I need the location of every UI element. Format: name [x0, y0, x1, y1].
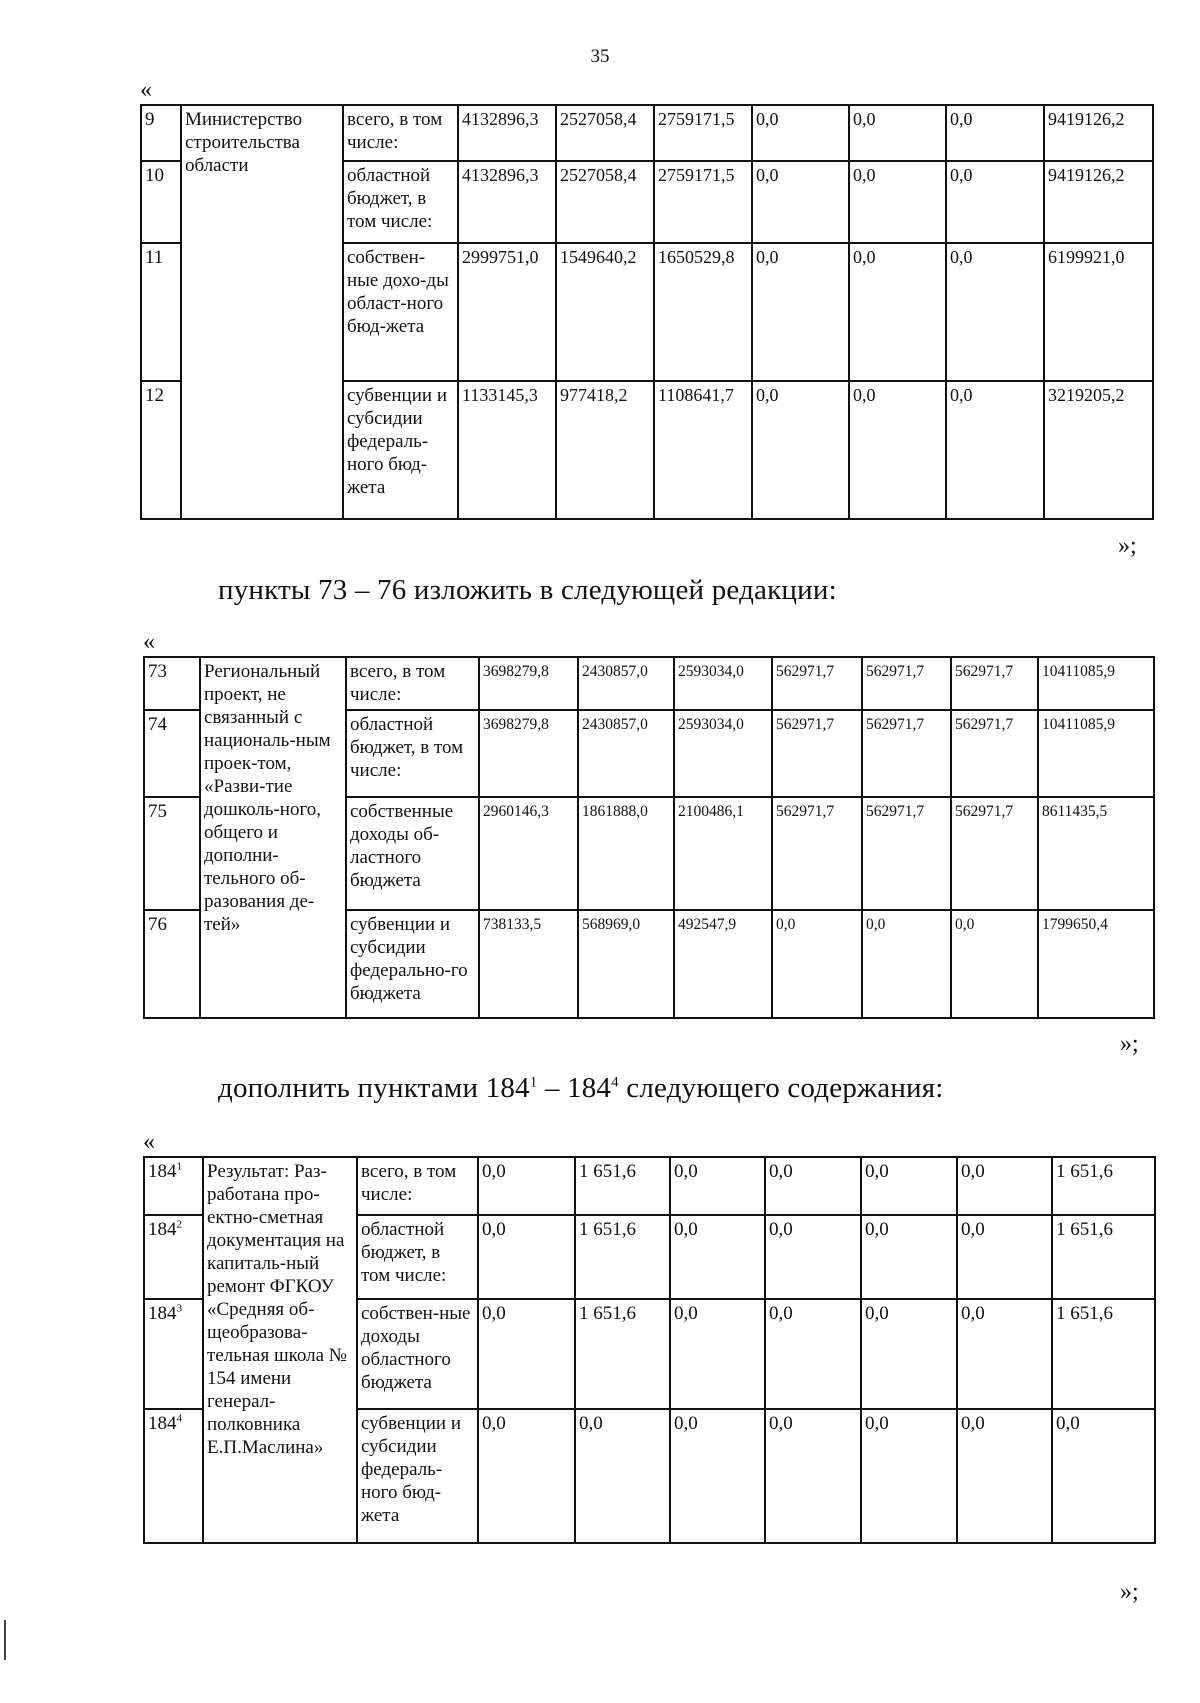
value-cell: 562971,7: [772, 797, 862, 910]
row-number-sup: 1: [176, 1160, 182, 1173]
intro-text-after: следующего содержания:: [618, 1072, 944, 1104]
value-cell: 0,0: [765, 1215, 861, 1299]
value-cell: 1 651,6: [575, 1157, 670, 1215]
opening-quote: «: [140, 77, 152, 103]
superscript-4: 4: [611, 1074, 619, 1091]
value-cell: 2100486,1: [674, 797, 772, 910]
funding-label: всего, в том числе:: [346, 657, 479, 710]
value-cell: 0,0: [957, 1299, 1052, 1409]
value-cell: 0,0: [946, 105, 1044, 161]
value-cell: 4132896,3: [458, 105, 556, 161]
amendment-text-184: [218, 1072, 944, 1105]
row-number: [144, 1215, 203, 1299]
row-number: 10: [141, 161, 181, 243]
row-number-sup: 4: [176, 1412, 182, 1425]
entity-cell: Результат: Раз-работана про-ектно-сметная документация на капиталь-ный ремонт ФГКОУ «Средняя об-щеобразова-тельная школа № 154 имени генерал-полковника Е.П.Маслина»: [203, 1157, 357, 1543]
value-cell: 0,0: [670, 1157, 765, 1215]
value-cell: 562971,7: [951, 657, 1038, 710]
value-cell: 1799650,4: [1038, 910, 1154, 1018]
value-cell: 0,0: [946, 243, 1044, 381]
row-number-base: 184: [148, 1219, 177, 1240]
row-number: [144, 1409, 203, 1543]
value-cell: 1 651,6: [575, 1299, 670, 1409]
value-cell: 0,0: [957, 1409, 1052, 1543]
value-cell: 0,0: [1052, 1409, 1155, 1543]
value-cell: 1108641,7: [654, 381, 752, 519]
value-cell: 0,0: [861, 1409, 957, 1543]
value-cell: 562971,7: [772, 657, 862, 710]
value-cell: 1549640,2: [556, 243, 654, 381]
value-cell: 0,0: [951, 910, 1038, 1018]
row-number-base: 184: [148, 1303, 177, 1324]
value-cell: 0,0: [752, 243, 849, 381]
value-cell: 0,0: [670, 1409, 765, 1543]
value-cell: 0,0: [849, 161, 946, 243]
funding-label: субвенции и субсидии федерально-го бюджета: [346, 910, 479, 1018]
funding-label: собствен-ные дохо-ды област-ного бюд-жета: [343, 243, 458, 381]
value-cell: 0,0: [752, 105, 849, 161]
row-number: 74: [144, 710, 200, 797]
row-number: 11: [141, 243, 181, 381]
value-cell: 2759171,5: [654, 161, 752, 243]
value-cell: 562971,7: [772, 710, 862, 797]
value-cell: 1861888,0: [578, 797, 674, 910]
funding-label: субвенции и субсидии федераль-ного бюд-жета: [343, 381, 458, 519]
value-cell: 10411085,9: [1038, 710, 1154, 797]
table-row: [144, 1157, 1155, 1215]
opening-quote: «: [143, 1129, 155, 1155]
row-number-sup: 2: [176, 1218, 182, 1231]
value-cell: 2430857,0: [578, 710, 674, 797]
value-cell: 3219205,2: [1044, 381, 1153, 519]
value-cell: 2527058,4: [556, 161, 654, 243]
closing-quote: »;: [1120, 1579, 1139, 1605]
row-number: 76: [144, 910, 200, 1018]
value-cell: 4132896,3: [458, 161, 556, 243]
value-cell: 1133145,3: [458, 381, 556, 519]
funding-label: субвенции и субсидии федераль-ного бюд-жета: [357, 1409, 478, 1543]
value-cell: 0,0: [946, 161, 1044, 243]
value-cell: 2960146,3: [479, 797, 578, 910]
value-cell: 1 651,6: [575, 1215, 670, 1299]
value-cell: 0,0: [752, 381, 849, 519]
value-cell: 1650529,8: [654, 243, 752, 381]
value-cell: 0,0: [861, 1157, 957, 1215]
value-cell: 0,0: [575, 1409, 670, 1543]
scan-edge-mark: [4, 1620, 6, 1660]
value-cell: 562971,7: [862, 797, 951, 910]
funding-label: областной бюджет, в том числе:: [343, 161, 458, 243]
row-number-base: 184: [148, 1161, 177, 1182]
value-cell: 562971,7: [951, 797, 1038, 910]
value-cell: 0,0: [478, 1215, 575, 1299]
table-result-design-documentation: [143, 1156, 1156, 1544]
value-cell: 1 651,6: [1052, 1299, 1155, 1409]
value-cell: 977418,2: [556, 381, 654, 519]
value-cell: 2759171,5: [654, 105, 752, 161]
value-cell: 2593034,0: [674, 657, 772, 710]
value-cell: 0,0: [861, 1299, 957, 1409]
closing-quote: »;: [1120, 1031, 1139, 1057]
value-cell: 1 651,6: [1052, 1215, 1155, 1299]
value-cell: 2999751,0: [458, 243, 556, 381]
value-cell: 0,0: [957, 1157, 1052, 1215]
opening-quote: «: [143, 629, 155, 655]
table-row: [144, 657, 1154, 710]
funding-label: областной бюджет, в том числе:: [346, 710, 479, 797]
amendment-text-73-76: пункты 73 – 76 изложить в следующей редакции:: [218, 574, 837, 606]
value-cell: 0,0: [849, 105, 946, 161]
value-cell: 568969,0: [578, 910, 674, 1018]
value-cell: 2430857,0: [578, 657, 674, 710]
row-number-sup: 3: [176, 1302, 182, 1315]
value-cell: 562971,7: [862, 657, 951, 710]
value-cell: 2527058,4: [556, 105, 654, 161]
value-cell: 0,0: [765, 1409, 861, 1543]
value-cell: 0,0: [765, 1299, 861, 1409]
funding-label: областной бюджет, в том числе:: [357, 1215, 478, 1299]
table-regional-project: [143, 656, 1155, 1019]
row-number: 75: [144, 797, 200, 910]
value-cell: 1 651,6: [1052, 1157, 1155, 1215]
value-cell: 0,0: [946, 381, 1044, 519]
row-number: 9: [141, 105, 181, 161]
value-cell: 6199921,0: [1044, 243, 1153, 381]
table-ministry-construction: [140, 104, 1154, 520]
value-cell: 0,0: [478, 1157, 575, 1215]
value-cell: 0,0: [849, 381, 946, 519]
value-cell: 562971,7: [951, 710, 1038, 797]
funding-label: собствен-ные доходы областного бюджета: [357, 1299, 478, 1409]
page-number: 35: [590, 46, 610, 67]
intro-text-dash: – 184: [537, 1072, 612, 1104]
entity-cell: Министерство строительства области: [181, 105, 343, 519]
superscript-1: 1: [529, 1074, 538, 1091]
value-cell: 0,0: [765, 1157, 861, 1215]
value-cell: 8611435,5: [1038, 797, 1154, 910]
funding-label: всего, в том числе:: [343, 105, 458, 161]
value-cell: 0,0: [670, 1215, 765, 1299]
value-cell: 0,0: [752, 161, 849, 243]
value-cell: 0,0: [861, 1215, 957, 1299]
value-cell: 9419126,2: [1044, 161, 1153, 243]
funding-label: собственные доходы об-ластного бюджета: [346, 797, 479, 910]
table-row: [141, 105, 1153, 161]
value-cell: 738133,5: [479, 910, 578, 1018]
funding-label: всего, в том числе:: [357, 1157, 478, 1215]
value-cell: 9419126,2: [1044, 105, 1153, 161]
value-cell: 492547,9: [674, 910, 772, 1018]
entity-cell: Региональный проект, не связанный с националь-ным проек-том, «Разви-тие дошколь-ного, общего и дополни-тельного об-разования де-тей»: [200, 657, 346, 1018]
value-cell: 0,0: [957, 1215, 1052, 1299]
value-cell: 0,0: [862, 910, 951, 1018]
intro-text-before: дополнить пунктами 184: [218, 1072, 530, 1104]
value-cell: 10411085,9: [1038, 657, 1154, 710]
value-cell: 3698279,8: [479, 710, 578, 797]
value-cell: 562971,7: [862, 710, 951, 797]
closing-quote: »;: [1118, 533, 1137, 559]
row-number: 73: [144, 657, 200, 710]
value-cell: 0,0: [772, 910, 862, 1018]
row-number-base: 184: [148, 1413, 177, 1434]
value-cell: 0,0: [849, 243, 946, 381]
row-number: [144, 1157, 203, 1215]
row-number: [144, 1299, 203, 1409]
value-cell: 3698279,8: [479, 657, 578, 710]
value-cell: 2593034,0: [674, 710, 772, 797]
value-cell: 0,0: [478, 1299, 575, 1409]
value-cell: 0,0: [478, 1409, 575, 1543]
value-cell: 0,0: [670, 1299, 765, 1409]
row-number: 12: [141, 381, 181, 519]
